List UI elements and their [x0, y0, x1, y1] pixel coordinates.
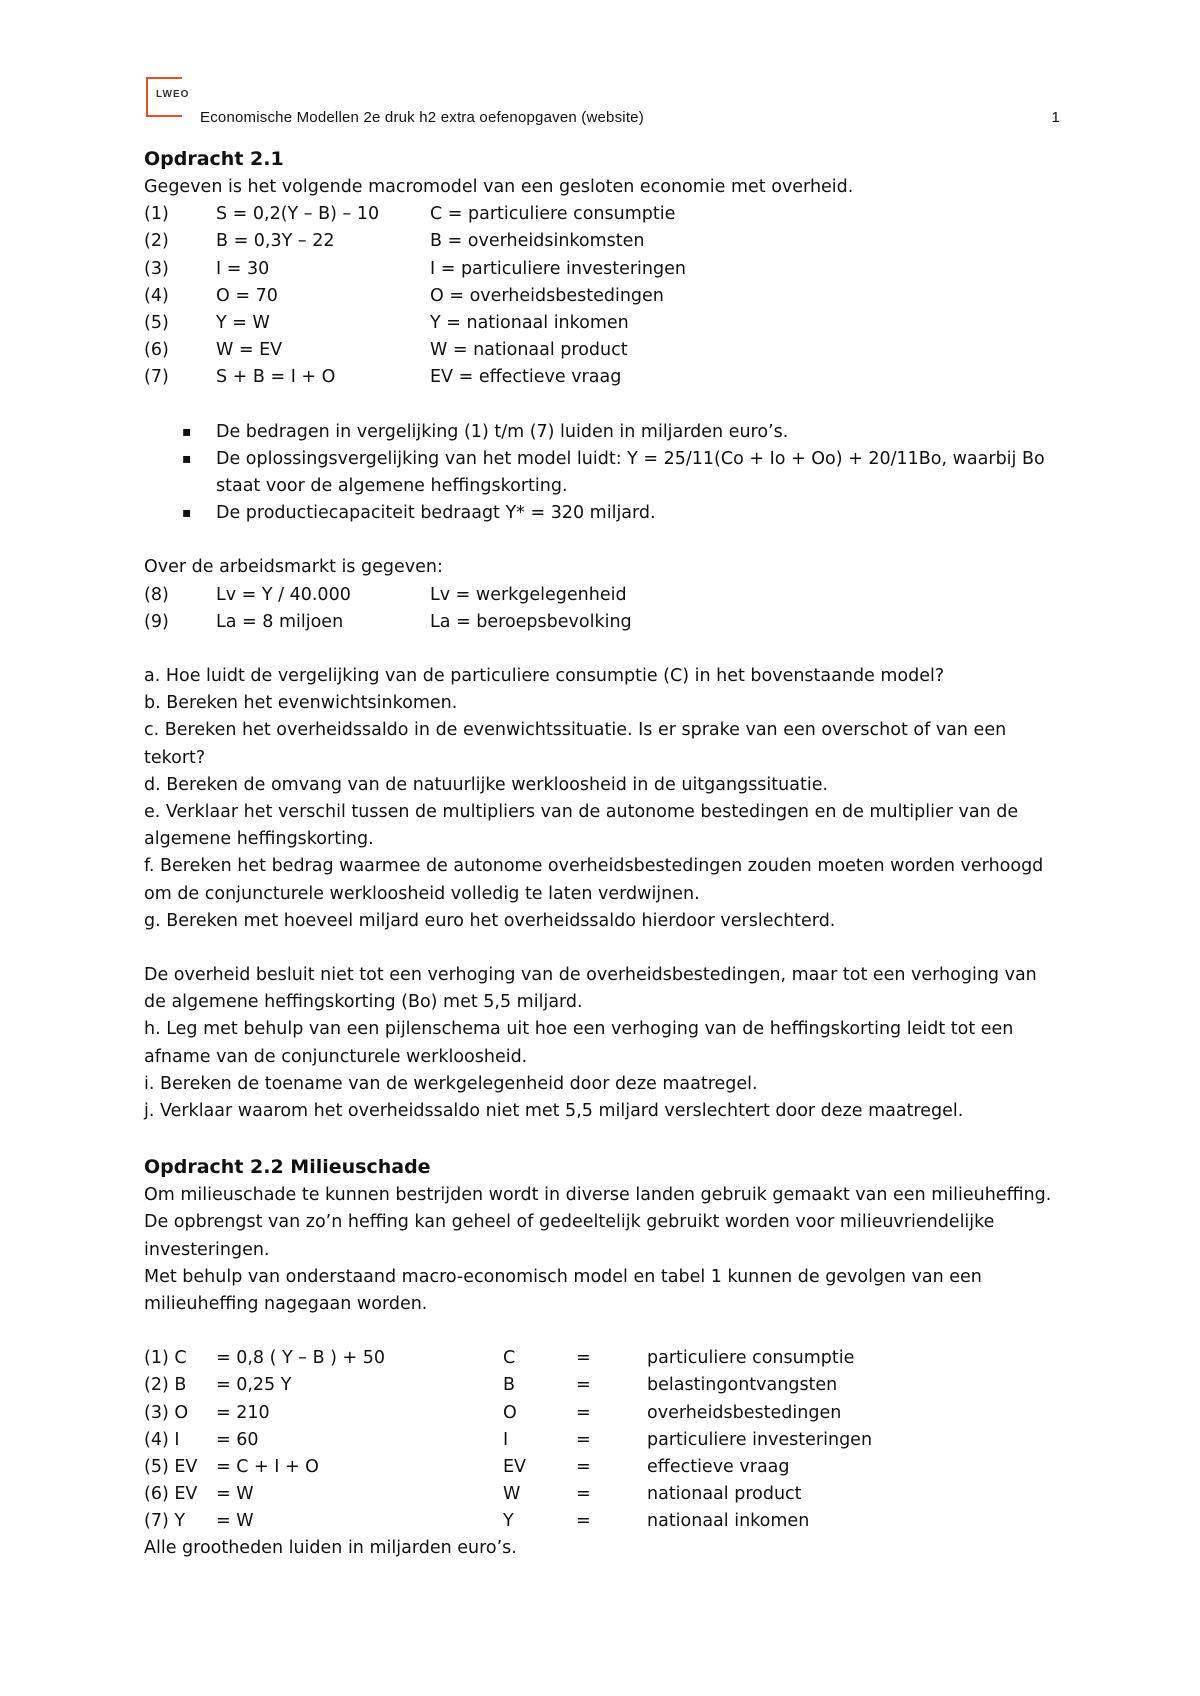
model-rhs: = 60	[216, 1429, 259, 1450]
exercise-2-2-intro: Om milieuschade te kunnen bestrijden wordt in diverse landen gebruik gemaakt van een milieuheffing. De opbrengst van zo’n heffing kan geheel of gedeeltelijk gebruikt worden voor milieuvriendelijke investeringen.	[144, 1185, 1052, 1260]
eq-definition: C = particuliere consumptie	[430, 204, 676, 225]
question-e: e. Verklaar het verschil tussen de multipliers van de autonome bestedingen en de multiplier van de algemene heffingskorting.	[144, 801, 1019, 850]
eq-formula: B = 0,3Y – 22	[216, 231, 335, 252]
model-row	[144, 1454, 1064, 1481]
model-equals: =	[576, 1375, 591, 1396]
eq-number: (5)	[144, 312, 169, 333]
eq-formula: La = 8 miljoen	[216, 611, 344, 632]
question-j: j. Verklaar waarom het overheidssaldo niet met 5,5 miljard verslechtert door deze maatregel.	[144, 1100, 964, 1121]
model-row	[144, 1345, 1064, 1372]
eq-formula: I = 30	[216, 258, 270, 279]
model-rhs: = 0,25 Y	[216, 1375, 292, 1396]
question-f: f. Bereken het bedrag waarmee de autonome overheidsbestedingen zouden moeten worden verhoogd om de conjuncturele werkloosheid volledig te laten verdwijnen.	[144, 856, 1044, 904]
model-symbol: I	[503, 1429, 509, 1450]
eq-definition: W = nationaal product	[430, 340, 628, 361]
eq-definition: La = beroepsbevolking	[430, 611, 632, 632]
labour-market-intro: Over de arbeidsmarkt is gegeven:	[144, 557, 443, 578]
model-equals: =	[576, 1429, 591, 1450]
model-equals: =	[576, 1402, 591, 1423]
model-lhs: (4) I	[144, 1429, 180, 1450]
scenario-paragraph: De overheid besluit niet tot een verhoging van de overheidsbestedingen, maar tot een verhoging van de algemene heffingskorting (Bo) met 5,5 miljard.	[144, 964, 1037, 1013]
eq-formula: Lv = Y / 40.000	[216, 584, 351, 605]
model-lhs: (7) Y	[144, 1511, 186, 1532]
eq-definition: O = overheidsbestedingen	[430, 285, 664, 306]
model-symbol: B	[503, 1375, 516, 1396]
equation-row	[144, 256, 1064, 283]
model-definition: belastingontvangsten	[647, 1375, 838, 1396]
page-header	[200, 109, 1060, 126]
eq-formula: S = 0,2(Y – B) – 10	[216, 204, 380, 225]
model-lhs: (3) O	[144, 1402, 189, 1423]
model-symbol: Y	[503, 1511, 514, 1532]
model-definition: nationaal product	[647, 1484, 802, 1505]
model-rhs: = 210	[216, 1402, 270, 1423]
question-b: b. Bereken het evenwichtsinkomen.	[144, 693, 458, 714]
question-g: g. Bereken met hoeveel miljard euro het overheidssaldo hierdoor verslechterd.	[144, 910, 836, 931]
model-rhs: = W	[216, 1484, 254, 1505]
eq-formula: W = EV	[216, 340, 283, 361]
exercise-2-2-intro-2: Met behulp van onderstaand macro-economisch model en tabel 1 kunnen de gevolgen van een milieuheffing nagegaan worden.	[144, 1266, 982, 1314]
model-row	[144, 1481, 1064, 1508]
eq-formula: S + B = I + O	[216, 367, 336, 388]
eq-definition: EV = effectieve vraag	[430, 367, 622, 388]
eq-definition: Lv = werkgelegenheid	[430, 584, 627, 605]
model-rhs: = C + I + O	[216, 1456, 319, 1477]
eq-formula: Y = W	[216, 312, 270, 333]
question-c: c. Bereken het overheidssaldo in de evenwichtssituatie. Is er sprake van een overschot of van een tekort?	[144, 720, 1007, 768]
equation-row	[144, 337, 1064, 364]
exercise-2-1-title: Opdracht 2.1	[144, 148, 284, 170]
eq-number: (1)	[144, 204, 169, 225]
model-equals: =	[576, 1456, 591, 1477]
eq-formula: O = 70	[216, 285, 278, 306]
page-number: 1	[1051, 109, 1060, 126]
eq-definition: Y = nationaal inkomen	[430, 312, 629, 333]
model-symbol: O	[503, 1402, 517, 1423]
model-lhs: (5) EV	[144, 1456, 198, 1477]
eq-number: (4)	[144, 285, 169, 306]
running-title: Economische Modellen 2e druk h2 extra oefenopgaven (website)	[200, 109, 644, 126]
eq-number: (7)	[144, 367, 169, 388]
eq-number: (3)	[144, 258, 169, 279]
macro-model	[144, 1345, 1064, 1535]
model-symbol: EV	[503, 1456, 527, 1477]
model-lhs: (2) B	[144, 1375, 187, 1396]
assumption-list	[144, 419, 1064, 528]
equation-row	[144, 582, 1064, 609]
bullet-item: ▪ De bedragen in vergelijking (1) t/m (7) luiden in miljarden euro’s.	[216, 419, 1064, 446]
eq-definition: B = overheidsinkomsten	[430, 231, 645, 252]
model-row	[144, 1508, 1064, 1535]
equation-row	[144, 310, 1064, 337]
bullet-item: ▪ De oplossingsvergelijking van het model luidt: Y = 25/11(Co + Io + Oo) + 20/11Bo, waarbij Bo staat voor de algemene heffingskorting.	[216, 446, 1064, 500]
bullet-item: ▪ De productiecapaciteit bedraagt Y* = 320 miljard.	[216, 500, 1064, 527]
equation-row	[144, 609, 1064, 636]
model-definition: particuliere consumptie	[647, 1348, 855, 1369]
model-equals: =	[576, 1484, 591, 1505]
model-symbol: W	[503, 1484, 521, 1505]
model-row	[144, 1400, 1064, 1427]
model-definition: effectieve vraag	[647, 1456, 790, 1477]
exercise-2-1-intro: Gegeven is het volgende macromodel van een gesloten economie met overheid.	[144, 177, 854, 197]
model-definition: nationaal inkomen	[647, 1511, 810, 1532]
model-rhs: = W	[216, 1511, 254, 1532]
question-i: i. Bereken de toename van de werkgelegenheid door deze maatregel.	[144, 1073, 758, 1094]
model-row	[144, 1427, 1064, 1454]
model-row	[144, 1372, 1064, 1399]
model-equations	[144, 201, 1064, 391]
question-a: a. Hoe luidt de vergelijking van de particuliere consumptie (C) in het bovenstaande model?	[144, 665, 945, 686]
question-d: d. Bereken de omvang van de natuurlijke werkloosheid in de uitgangssituatie.	[144, 774, 829, 795]
eq-number: (9)	[144, 611, 169, 632]
model-equals: =	[576, 1348, 591, 1369]
units-note: Alle grootheden luiden in miljarden euro’s.	[144, 1538, 517, 1559]
model-rhs: = 0,8 ( Y – B ) + 50	[216, 1348, 386, 1369]
equation-row	[144, 283, 1064, 310]
eq-number: (2)	[144, 231, 169, 252]
equation-row	[144, 228, 1064, 255]
eq-number: (6)	[144, 340, 169, 361]
equation-row	[144, 364, 1064, 391]
document-body	[144, 144, 1064, 1563]
exercise-2-2-title: Opdracht 2.2 Milieuschade	[144, 1156, 431, 1179]
model-definition: particuliere investeringen	[647, 1429, 873, 1450]
model-equals: =	[576, 1511, 591, 1532]
eq-definition: I = particuliere investeringen	[430, 258, 686, 279]
equation-row	[144, 201, 1064, 228]
model-lhs: (6) EV	[144, 1484, 198, 1505]
question-h: h. Leg met behulp van een pijlenschema uit hoe een verhoging van de heffingskorting leidt tot een afname van de conjuncturele werkloosheid.	[144, 1019, 1014, 1067]
model-lhs: (1) C	[144, 1348, 187, 1369]
model-symbol: C	[503, 1348, 516, 1369]
logo-text: LWEO	[156, 89, 190, 100]
model-definition: overheidsbestedingen	[647, 1402, 842, 1423]
eq-number: (8)	[144, 584, 169, 605]
publisher-logo	[146, 77, 190, 117]
